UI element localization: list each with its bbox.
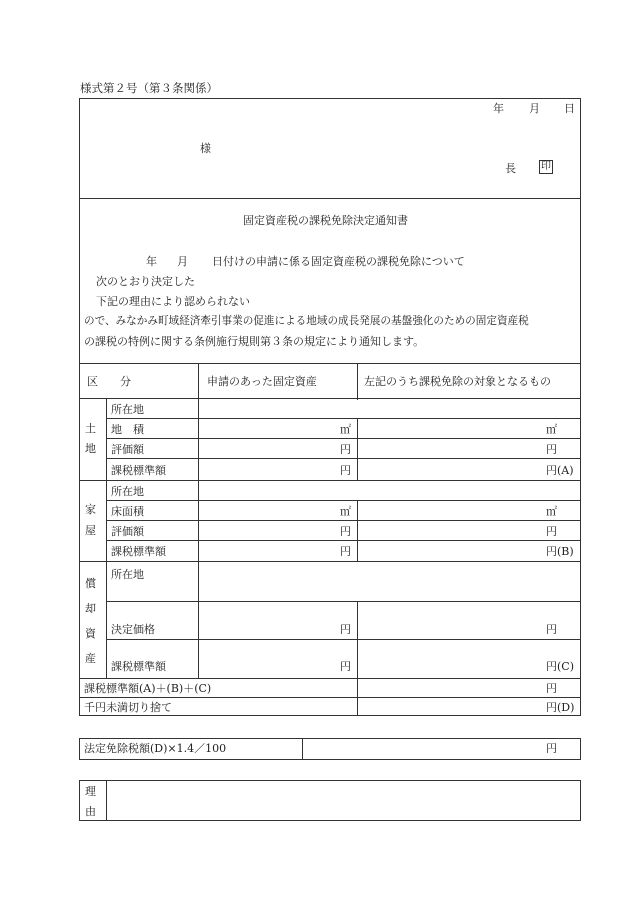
option-rejected: 下記の理由により認められない [96,295,250,308]
form-title: 様式第２号（第３条関係） [80,81,218,95]
date-year: 年 [493,102,504,115]
house-value-unit-applied: 円 [340,525,351,538]
total-tax-base-label: 課税標準額(A)＋(B)＋(C) [84,682,212,695]
exempt-left-line-house [357,500,358,561]
category-divider [106,398,107,678]
depreciable-decided-price-unit-applied: 円 [340,623,351,636]
divider-header [79,198,581,199]
issuer-title: 長 [505,162,516,175]
land-area-label: 地 積 [111,423,144,436]
rounded-label: 千円未満切り捨て [84,701,172,714]
exemption-divider [302,738,303,760]
header-exempt: 左記のうち課税免除の対象となるもの [364,375,551,388]
exemption-unit: 円 [546,742,557,755]
exempt-left-line-depreciable [357,601,358,716]
depreciable-label-4: 産 [85,652,96,665]
land-row-line-1 [106,418,581,419]
house-floor-area-unit-exempt: ㎡ [546,505,557,518]
land-tax-base-unit-applied: 円 [340,464,351,477]
date-day: 日 [564,102,575,115]
date-month: 月 [529,102,540,115]
depreciable-decided-price-unit-exempt: 円 [546,623,557,636]
total-tax-base-unit: 円 [546,682,557,695]
depreciable-bottom-line [79,678,581,679]
notice-body-line1: ので、みなかみ町域経済牽引事業の促進による地域の成長発展の基盤強化のための固定資産税 [84,315,529,327]
depreciable-row-line-2 [106,639,581,640]
exempt-left-line-land [357,418,358,481]
reason-label-1: 理 [85,785,96,798]
house-bottom-line [79,561,581,562]
land-bottom-line [79,480,581,481]
land-tax-base-label: 課税標準額 [111,464,166,477]
depreciable-label-3: 資 [85,627,96,640]
depreciable-location-label: 所在地 [111,568,144,581]
house-tax-base-unit-exempt: 円(B) [546,545,574,558]
house-floor-area-unit-applied: ㎡ [340,505,351,518]
house-row-line-2 [106,520,581,521]
land-row-line-2 [106,438,581,439]
house-label-2: 屋 [85,524,96,537]
house-row-line-1 [106,500,581,501]
depreciable-tax-base-label: 課税標準額 [111,660,166,673]
house-label-1: 家 [85,503,96,516]
reason-divider [106,780,107,821]
house-value-unit-exempt: 円 [546,525,557,538]
land-row-line-3 [106,458,581,459]
house-tax-base-label: 課税標準額 [111,545,166,558]
depreciable-label-1: 償 [85,577,96,590]
table-header-bottom-line [79,398,581,399]
reason-box [79,780,581,821]
depreciable-row-line-1 [106,601,581,602]
depreciable-decided-price-label: 決定価格 [111,623,155,636]
header-applied: 申請のあった固定資産 [207,375,317,388]
depreciable-tax-base-unit-applied: 円 [340,660,351,673]
land-value-label: 評価額 [111,443,144,456]
seal-mark: 印 [541,161,551,172]
land-location-label: 所在地 [111,403,144,416]
house-value-label: 評価額 [111,525,144,538]
land-area-unit-exempt: ㎡ [546,423,557,436]
land-value-unit-exempt: 円 [546,443,557,456]
land-value-unit-applied: 円 [340,443,351,456]
applied-left-line [198,363,199,678]
addressee-honorific: 様 [200,142,211,155]
house-location-label: 所在地 [111,485,144,498]
house-floor-area-label: 床面積 [111,505,144,518]
total-bottom-line [79,697,581,698]
land-label-1: 土 [85,422,96,435]
land-tax-base-unit-exempt: 円(A) [546,464,574,477]
house-row-line-3 [106,540,581,541]
depreciable-tax-base-unit-exempt: 円(C) [546,660,574,673]
notice-subject: 日付けの申請に係る固定資産税の課税免除について [212,255,465,268]
rounded-unit: 円(D) [546,701,575,714]
exemption-label: 法定免除税額(D)×1.4／100 [84,742,227,755]
land-label-2: 地 [85,442,96,455]
house-tax-base-unit-applied: 円 [340,545,351,558]
option-decided: 次のとおり決定した [96,275,195,288]
notice-month: 月 [177,255,188,268]
land-area-unit-applied: ㎡ [340,423,351,436]
header-category: 区 分 [87,375,131,388]
table-top-line [79,363,581,364]
notice-year: 年 [146,255,157,268]
exempt-left-line-header [357,363,358,400]
depreciable-label-2: 却 [85,602,96,615]
reason-label-2: 由 [85,805,96,818]
notice-title: 固定資産税の課税免除決定通知書 [243,214,408,227]
notice-body-line2: の課税の特例に関する条例施行規則第３条の規定により通知します。 [84,335,425,348]
